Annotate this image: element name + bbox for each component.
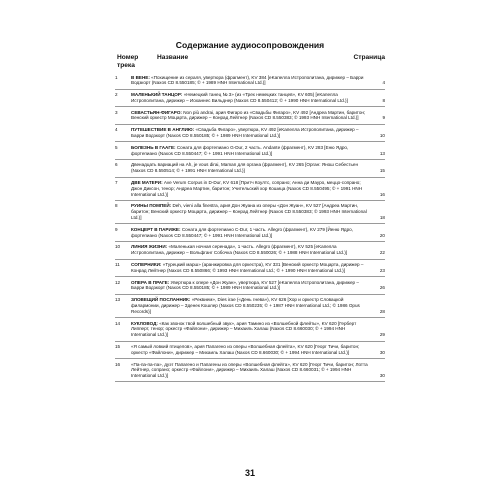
track-page: 28: [379, 308, 385, 314]
track-page: 20: [379, 232, 385, 238]
track-description: [131, 127, 371, 139]
track-number: 5: [115, 144, 118, 150]
toc-entry: [115, 107, 385, 125]
toc-entry: [115, 318, 385, 341]
track-text: «Реквием», Dies irae («День гнева»), KV 626 [Хор и оркестр Словацкой филармонии, дирижер – Зденек Кошлер (Naxos CD 8.550235; © + 1987 HNH International Ltd.; © 1986 Opus Records)]: [131, 297, 360, 314]
track-number: 6: [115, 162, 118, 168]
track-page: 22: [379, 250, 385, 256]
toc-entry: [115, 260, 385, 278]
track-description: [131, 321, 371, 338]
track-number: 15: [115, 344, 121, 349]
track-text: Двенадцать вариаций на Ah, je vous dirai, Maman для органа (фрагмент), KV 265 [Орган: Янош Себестьен (Naxos CD 8.550514; © + 1991 HNH International Ltd.)]: [131, 162, 358, 174]
column-header-name: Название: [157, 54, 189, 61]
track-heading: СОПЕРНИКИ:: [131, 262, 162, 268]
track-heading: ОПЕРА В ПРАГЕ:: [131, 279, 170, 285]
track-text: «Па-па-па-па», дуэт Папагено и Папагены из оперы «Волшебная флейта», KV 620 [Георг Тичи, баритон; Лотта Лейтнер, сопрано; оркестр «Файлони», дирижер – Михаиль Халаш (Naxos CD 8.660031; © + 1994 HNH International Ltd.)]: [131, 361, 368, 379]
toc-entry: [115, 277, 385, 295]
track-heading: ДВЕ МАТЕРИ:: [131, 180, 163, 186]
track-number: 1: [115, 74, 118, 80]
track-heading: КОНЦЕРТ В ПАРИЖЕ:: [131, 226, 181, 232]
track-page: 16: [379, 191, 385, 197]
track-heading: СЕВАСТЬЯН-ФИГАРО:: [131, 109, 182, 115]
track-number: 10: [115, 244, 121, 250]
track-number: 4: [115, 127, 118, 133]
toc-entry: [115, 201, 385, 224]
track-description: [131, 180, 371, 197]
track-description: [131, 227, 371, 239]
toc-entry: [115, 72, 385, 90]
toc-entry: [115, 295, 385, 318]
track-page: 8: [382, 97, 385, 103]
toc-entry: [115, 90, 385, 108]
track-description: [131, 297, 371, 314]
track-page: 26: [379, 285, 385, 291]
track-text: Соната для фортепиано C-Dur, 1 часть. Allegro (фрагмент), KV 279 [Йеню Ядро, фортепиано (Naxos CD 8.550447; © + 1991 HNH International Ltd.)]: [131, 226, 353, 238]
toc-entry: [115, 125, 385, 143]
track-heading: ЛИНИЯ ЖИЗНИ:: [131, 244, 168, 250]
track-page: 29: [379, 332, 385, 338]
track-description: [131, 280, 371, 292]
track-page: 13: [379, 150, 385, 156]
track-text: «Турецкий марш» (аранжировка для оркестра), KV 331 [Венский оркестр Моцарта, дирижер – Конрад Лейтнер (Naxos CD 8.550866; © 1993 HNH International Ltd.; © + 1990 HNH International Ltd.)]: [131, 262, 364, 273]
toc-entry: [115, 160, 385, 178]
track-heading: ЗЛОВЕЩИЙ ПОСЛАННИК:: [131, 297, 191, 303]
column-header-number: Номер трека: [117, 54, 139, 69]
track-text: «Свадьба Фигаро», увертюра, KV 492 [eKапелла Истрополитана, дирижер – Барри Водзкорт (Naxos CD 8.550185; © + 1989 HNH International Ltd.)]: [131, 127, 359, 139]
track-page: 30: [379, 373, 385, 379]
track-text: Ave Verum Corpus in D-Dur, KV 618 [Притч Коултс, сопрано; Анна ди Мауро, меццо-сопрано; Джон Диксон, тенор; Андреа Мартин, баритон; Учительский хор Кошица (Naxos CD 8.550495; © + 1991 HNH International Ltd.)]: [131, 180, 363, 197]
track-text: Соната для фортепиано G-Dur, 2 часть. Andante (фрагмент), KV 283 [Еню Ядро, фортепиано (Naxos CD 8.550447; © + 1991 HNH International Ltd.)]: [131, 144, 349, 156]
toc-entry: [115, 142, 385, 160]
track-description: [131, 262, 371, 274]
track-heading: МАЛЕНЬКИЙ ТАНЦОР:: [131, 92, 183, 98]
track-page: 30: [379, 349, 385, 355]
track-number: 14: [115, 320, 121, 326]
toc-entry: [115, 178, 385, 201]
track-number: 13: [115, 297, 121, 303]
track-text: Non più andrai, ария Фигаро из «Свадьбы Фигаро», KV 492 [Андреа Мартин, баритон; Венский оркестр Моцарта, дирижер – Конрад Лейтнер (Naxos CD 8.550383; © 1993 HNH International Ltd.)]: [131, 109, 366, 121]
track-number: 12: [115, 279, 121, 285]
column-header-page: Страница: [353, 54, 385, 61]
toc-entry: [115, 224, 385, 242]
track-description: [131, 203, 371, 220]
track-description: [131, 344, 371, 356]
toc-entry: [115, 342, 385, 360]
track-description: [131, 362, 371, 379]
track-description: [131, 110, 371, 122]
track-number: 9: [115, 226, 118, 232]
track-heading: БОЛЕЗНЬ В ГААГЕ:: [131, 144, 176, 150]
track-page: 23: [379, 267, 385, 273]
track-text: «Немецкий танец № 3» (из «Трех немецких танцев», KV 605) [eKапелла Истрополитана, дирижер – Иоханнес Вильднер (Naxos CD 8.550412; © + 1990 HNH International Ltd.)]: [131, 92, 348, 103]
track-description: [131, 92, 371, 104]
track-number: 7: [115, 180, 118, 186]
page-title: Содержание аудиосопровождения: [175, 40, 325, 50]
track-heading: РУИНЫ ПОМПЕЙ:: [131, 203, 172, 209]
toc-entry: [115, 359, 385, 382]
track-page: 15: [379, 168, 385, 174]
track-description: [131, 244, 371, 256]
track-heading: ПУТЕШЕСТВИЕ В АНГЛИЮ:: [131, 127, 195, 133]
track-page: 9: [382, 115, 385, 121]
page-number: 31: [244, 468, 255, 478]
track-text: Увертюра к опере «Дон Жуан», увертюра, KV 527 [eKапелла Истрополитана, дирижер – Барри Водзкорт (Naxos CD 8.550185; © + 1989 HNH International Ltd.)]: [131, 279, 359, 291]
track-text: «Как звонок твой волшебный звук», ария Тамино из «Волшебной флейты», KV 620 [Герберт Липперт, тенор; оркестр «Файлони», дирижер – Михаиль Халаш (Naxos CD 8.660030; © + 1994 HNH International Ltd.)]: [131, 320, 357, 338]
track-page: 4: [382, 80, 385, 86]
track-page: 18: [379, 215, 385, 221]
track-description: [131, 162, 371, 174]
track-number: 11: [115, 262, 120, 268]
track-number: 3: [115, 109, 118, 115]
track-text: «Я самый ловкий птицелов», ария Папагено из оперы «Волшебная флейта», KV 620 [Георг Тичи, баритон; оркестр «Файлони», дирижер – Михаиль Халаш (Naxos CD 8.660030; © + 1994 HNH International Ltd.)]: [131, 344, 360, 355]
track-text: Deh, vieni alla finestra, ария Дон Жуана из оперы «Дон Жуан», KV 527 [Андреа Мартин, баритон; Венский оркестр Моцарта, дирижер – Конрад Лейтнер (Naxos CD 8.550383; © 1993 HNH International Ltd.)]: [131, 203, 367, 221]
track-number: 8: [115, 203, 118, 209]
track-text: «Маленькая ночная серенада», 1 часть. Allegro (фрагмент), KV 525 [eKапелла Истрополитана, дирижер – Вольфганг Собочка (Naxos CD 8.550026; © + 1988 HNH International Ltd.)]: [131, 244, 348, 256]
track-heading: В ВЕНЕ:: [131, 74, 150, 80]
track-description: [131, 145, 371, 157]
track-page: 10: [379, 133, 385, 139]
track-heading: КУКЛОВОД:: [131, 320, 158, 326]
track-number: 2: [115, 92, 118, 98]
toc-entry: [115, 242, 385, 260]
track-number: 16: [115, 361, 121, 367]
track-description: [131, 75, 371, 87]
track-text: «Похищение из сераля, увертюра (фрагмент), KV 384 [eKапелла Истрополитана, дирижер – Барри Водзкорт (Naxos CD 8.550185; © + 1989 HNH International Ltd.)]: [131, 74, 364, 86]
table-of-contents: [115, 72, 385, 382]
